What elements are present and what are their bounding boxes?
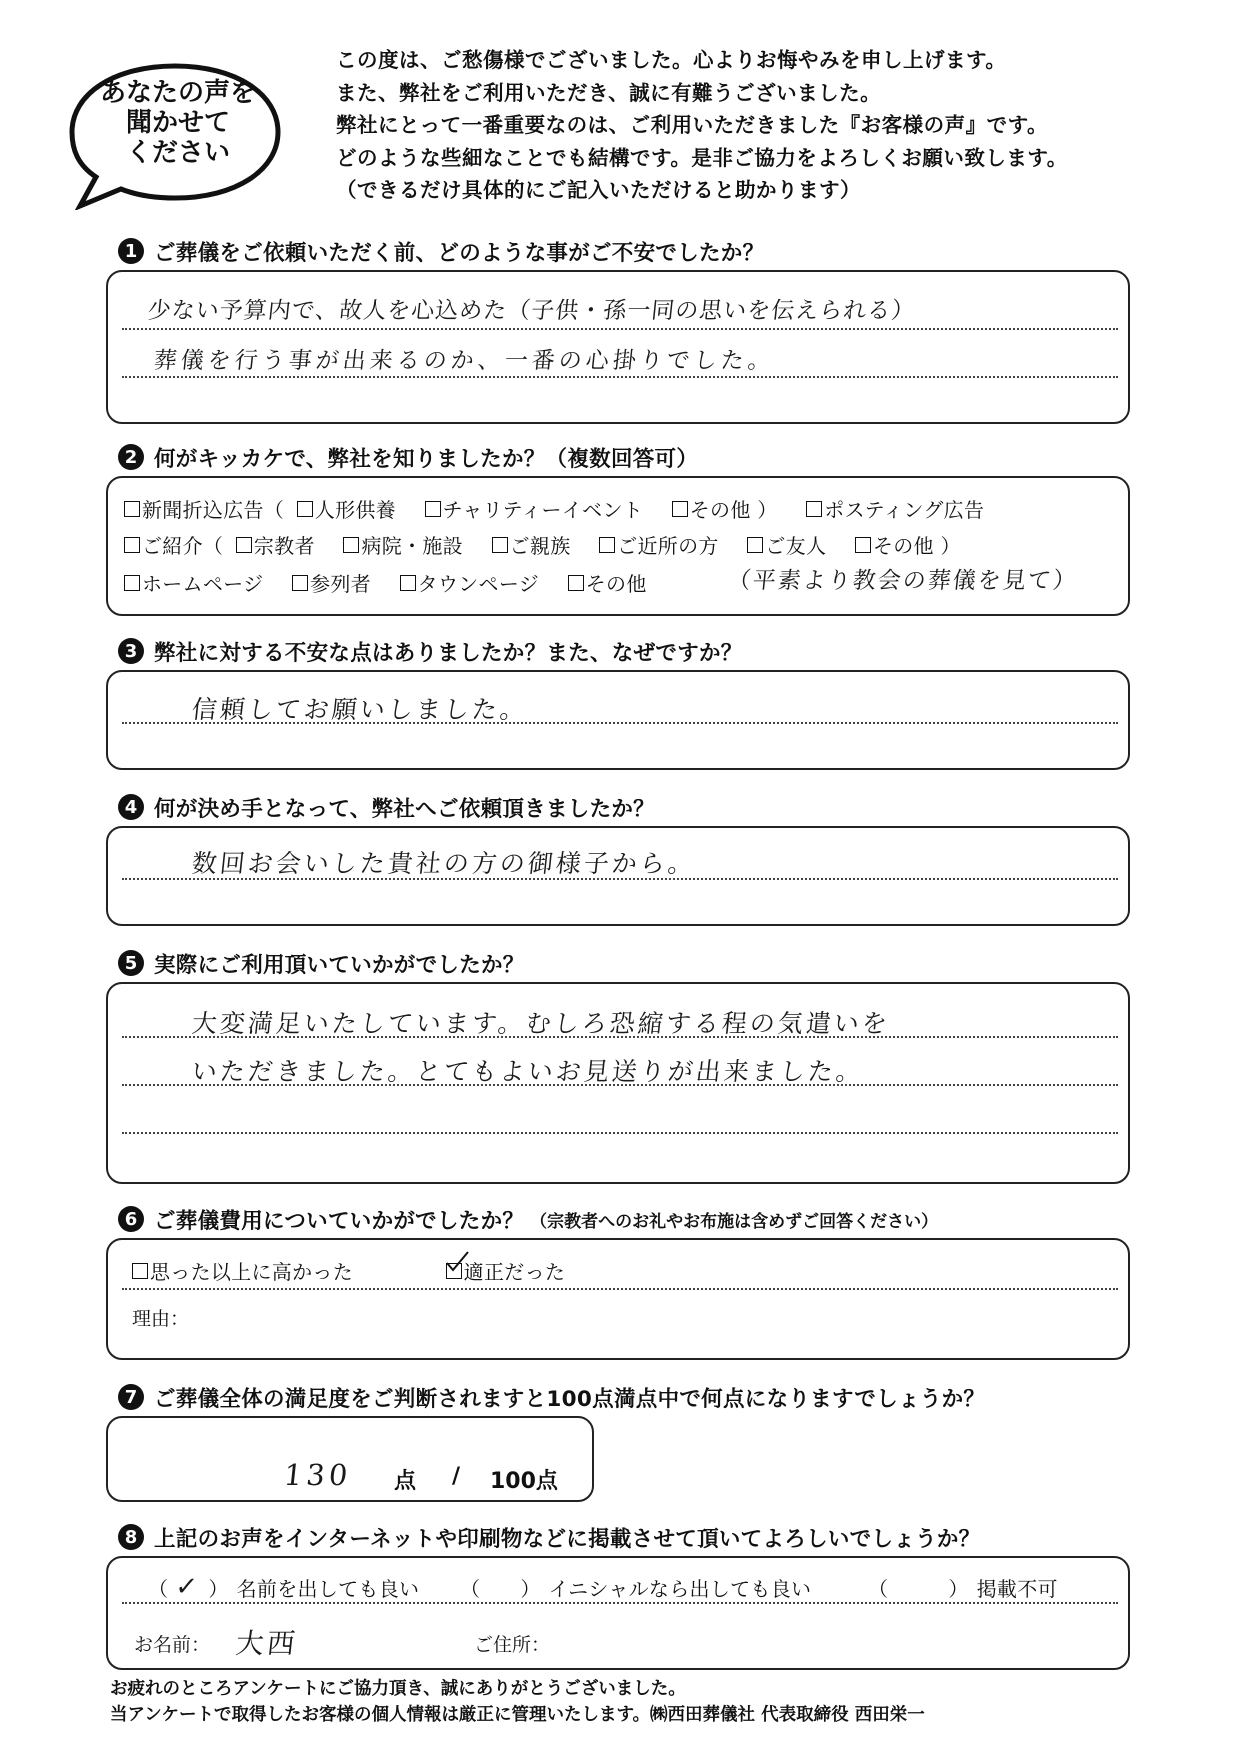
checkbox-icon[interactable] — [568, 575, 584, 591]
question-number: 3 — [118, 638, 144, 664]
checkbox-icon[interactable] — [425, 501, 441, 517]
answer-box-3[interactable] — [106, 670, 1130, 770]
question-text: 上記のお声をインターネットや印刷物などに掲載させて頂いてよろしいでしょうか？ — [154, 1526, 981, 1552]
score-slash: / — [452, 1464, 461, 1489]
score-box[interactable] — [106, 1416, 594, 1502]
checkbox-charity-event[interactable]: チャリティーイベント — [425, 494, 643, 523]
option-row — [124, 530, 961, 559]
check-mark-icon — [444, 1250, 470, 1274]
option-row — [124, 494, 984, 523]
answer-box-1[interactable] — [106, 270, 1130, 424]
question-number: 8 — [118, 1524, 144, 1550]
question-7-heading — [118, 1382, 985, 1412]
checkbox-attendee[interactable]: 参列者 — [292, 568, 371, 597]
option-not-allowed[interactable]: （ ） 掲載不可 — [868, 1576, 1058, 1601]
answer-box-5[interactable] — [106, 982, 1130, 1184]
checkbox-icon[interactable] — [297, 501, 313, 517]
checkbox-neighbors[interactable]: ご近所の方 — [599, 530, 719, 559]
checkbox-other-3[interactable]: その他 — [568, 568, 647, 597]
checkbox-posting-ad[interactable]: ポスティング広告 — [806, 494, 984, 523]
checkbox-icon[interactable] — [343, 537, 359, 553]
option-row — [124, 568, 647, 597]
score-unit: 点 — [394, 1469, 417, 1494]
question-number: 4 — [118, 794, 144, 820]
checkbox-icon[interactable] — [124, 537, 140, 553]
question-6-heading — [118, 1204, 938, 1234]
question-1-heading — [118, 236, 764, 266]
checkbox-appropriate[interactable]: 適正だった — [446, 1256, 566, 1285]
footer-note: お疲れのところアンケートにご協力頂き、誠にありがとうございました。 当アンケートで取得したお客様の個人情報は厳正に管理いたします。㈱西田葬儀社 代表取締役 西田栄一 — [110, 1679, 925, 1725]
answer-box-2 — [106, 476, 1130, 616]
bubble-heading: あなたの声を 聞かせて ください — [99, 78, 256, 168]
answer-text: 少ない予算内で、故人を心込めた（子供・孫一同の思いを伝えられる） — [146, 298, 917, 324]
question-number: 2 — [118, 444, 144, 470]
question-number: 5 — [118, 950, 144, 976]
question-text: ご葬儀全体の満足度をご判断されますと100点満点中で何点になりますでしょうか？ — [154, 1386, 986, 1412]
answer-box-6 — [106, 1238, 1130, 1360]
question-note: （宗教者へのお礼やお布施は含めずご回答ください） — [530, 1211, 939, 1232]
checkbox-icon[interactable] — [124, 575, 140, 591]
answer-text: 葬儀を行う事が出来るのか、一番の心掛りでした。 — [152, 348, 777, 374]
checkbox-icon[interactable] — [236, 537, 252, 553]
checkbox-icon[interactable] — [292, 575, 308, 591]
checkbox-icon[interactable] — [672, 501, 688, 517]
other-answer-text: （平素より教会の葬儀を見て） — [726, 568, 1080, 594]
name-value: 大西 — [234, 1627, 300, 1660]
checkbox-clergy[interactable]: 宗教者 — [236, 530, 315, 559]
score-max: 100点 — [490, 1469, 558, 1494]
checkbox-icon[interactable] — [132, 1263, 148, 1279]
question-2-heading — [118, 442, 698, 472]
checkbox-hospital[interactable]: 病院・施設 — [343, 530, 463, 559]
option-row — [132, 1256, 565, 1285]
answer-text: 数回お会いした貴社の方の御様子から。 — [190, 849, 698, 878]
checkbox-icon[interactable] — [492, 537, 508, 553]
answer-box-8 — [106, 1556, 1130, 1670]
question-text: 弊社に対する不安な点はありましたか？また、なぜですか？ — [154, 640, 743, 666]
checkbox-homepage[interactable]: ホームページ — [124, 568, 263, 597]
checkbox-icon[interactable] — [599, 537, 615, 553]
question-text: 何がキッカケで、弊社を知りましたか？（複数回答可） — [154, 446, 699, 472]
option-row — [148, 1572, 1058, 1602]
checkbox-icon[interactable] — [747, 537, 763, 553]
question-text: 実際にご利用頂いていかがでしたか？ — [154, 952, 525, 978]
question-5-heading — [118, 948, 525, 978]
check-mark-icon: ✓ — [174, 1572, 203, 1602]
question-number: 1 — [118, 238, 144, 264]
answer-text: 信頼してお願いしました。 — [190, 695, 530, 724]
reason-label: 理由： — [132, 1308, 190, 1330]
question-text: ご葬儀費用についていかがでしたか？ — [154, 1208, 525, 1234]
checkbox-icon[interactable] — [806, 501, 822, 517]
answer-text: いただきました。とてもよいお見送りが出来ました。 — [190, 1057, 866, 1086]
question-number: 6 — [118, 1206, 144, 1232]
score-value: 130 — [282, 1458, 354, 1492]
checkbox-newspaper-ad[interactable]: 新聞折込広告（ — [124, 494, 284, 523]
name-label: お名前： — [134, 1634, 211, 1656]
checkbox-other-1[interactable]: その他 ） — [672, 494, 778, 523]
question-3-heading — [118, 636, 743, 666]
checkbox-too-expensive[interactable]: 思った以上に高かった — [132, 1256, 353, 1285]
question-text: ご葬儀をご依頼いただく前、どのような事がご不安でしたか？ — [154, 240, 765, 266]
intro-message: この度は、ご愁傷様でございました。心よりお悔やみを申し上げます。 また、弊社をご利用いただき、誠に有難うございました。 弊社にとって一番重要なのは、ご利用いただきました『お客様の声』です。 どのような些細なことでも結構です。是非ご協力をよろしくお願い致します。 （できるだけ具体的にご記入いただけると助かります） — [336, 48, 1068, 202]
checkbox-other-2[interactable]: その他 ） — [855, 530, 961, 559]
checkbox-referral[interactable]: ご紹介（ — [124, 530, 223, 559]
option-name-ok[interactable]: （ ✓ ） 名前を出しても良い — [148, 1572, 420, 1602]
checkbox-icon[interactable] — [855, 537, 871, 553]
question-8-heading — [118, 1522, 980, 1552]
checkbox-icon[interactable] — [400, 575, 416, 591]
option-initial-ok[interactable]: （ ） イニシャルなら出しても良い — [460, 1576, 812, 1601]
question-4-heading — [118, 792, 655, 822]
checkbox-relatives[interactable]: ご親族 — [492, 530, 571, 559]
checkbox-icon[interactable] — [124, 501, 140, 517]
checkbox-friends[interactable]: ご友人 — [747, 530, 826, 559]
question-text: 何が決め手となって、弊社へご依頼頂きましたか？ — [154, 796, 655, 822]
question-number: 7 — [118, 1384, 144, 1410]
checkbox-townpage[interactable]: タウンページ — [400, 568, 539, 597]
answer-box-4[interactable] — [106, 826, 1130, 926]
checkbox-doll-memorial[interactable]: 人形供養 — [297, 494, 396, 523]
address-label: ご住所： — [474, 1634, 551, 1656]
answer-text: 大変満足いたしています。むしろ恐縮する程の気遣いを — [190, 1009, 892, 1038]
